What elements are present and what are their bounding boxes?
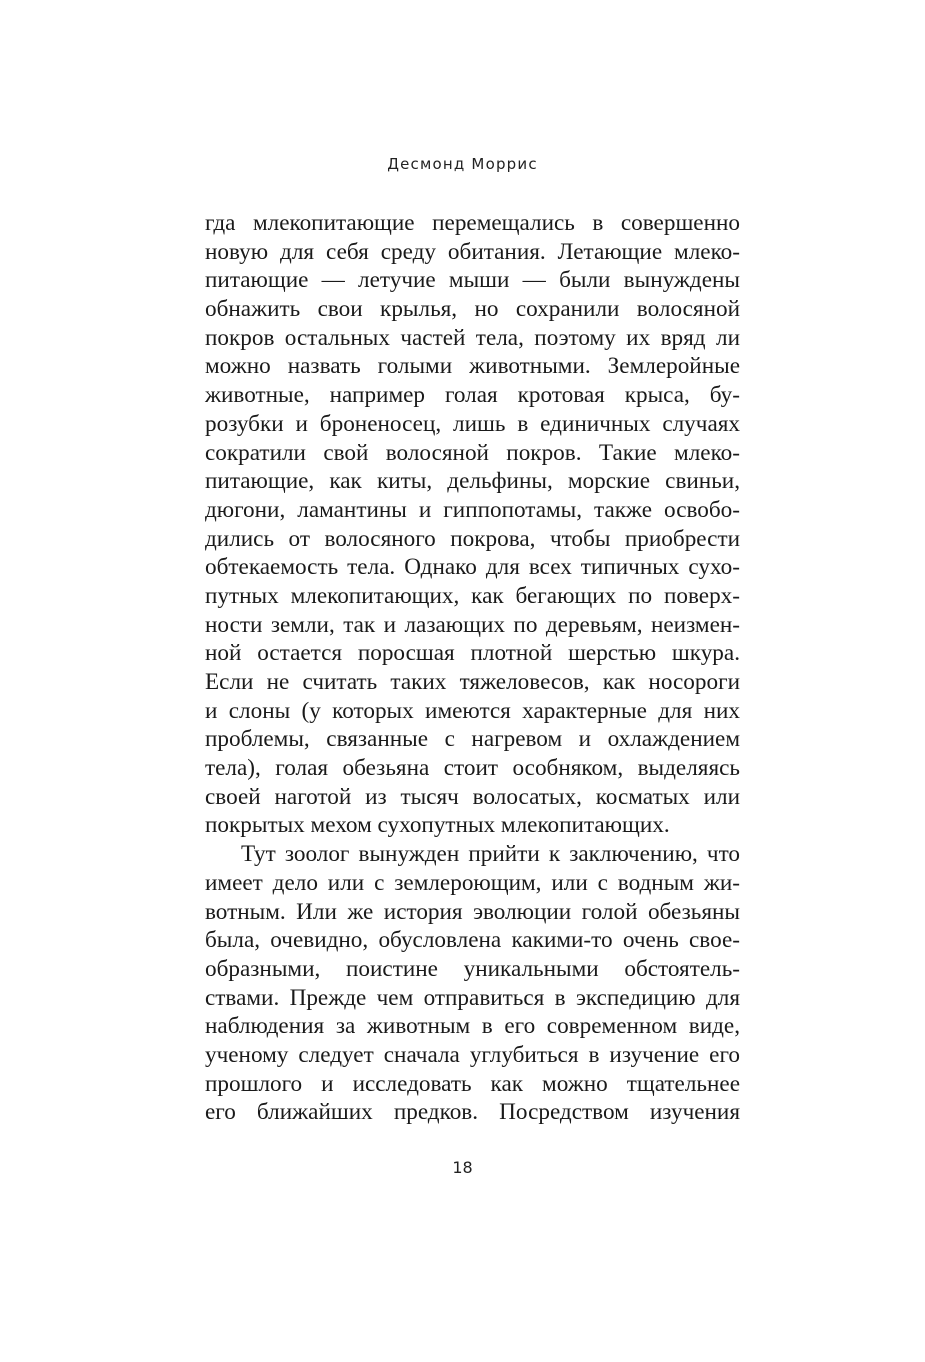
- text-line: и слоны (у которых имеются характерные для них: [205, 697, 740, 724]
- text-line: ности земли, так и лазающих по деревьям, неизмен-: [205, 611, 740, 638]
- text-line: покров остальных частей тела, поэтому их вряд ли: [205, 324, 740, 351]
- text-line: путных млекопитающих, как бегающих по поверх-: [205, 582, 740, 609]
- text-line: его ближайших предков. Посредством изучения: [205, 1099, 740, 1126]
- text-line: дюгони, ламантины и гиппопотамы, также освобо-: [205, 496, 740, 523]
- text-line: Если не считать таких тяжеловесов, как носороги: [205, 669, 740, 695]
- text-line: своей наготой из тысяч волосатых, косматых или: [205, 783, 740, 810]
- text-line: прошлого и исследовать как можно тщательнее: [205, 1070, 740, 1097]
- text-line: образными, поистине уникальными обстоятель-: [205, 955, 740, 982]
- text-line: ствами. Прежде чем отправиться в экспедицию для: [205, 984, 740, 1011]
- text-line: дились от волосяного покрова, чтобы приобрести: [205, 525, 740, 552]
- paragraph-1: [205, 209, 740, 840]
- running-head-author: Десмонд Моррис: [387, 155, 538, 173]
- text-line: обтекаемость тела. Однако для всех типичных сухо-: [205, 554, 740, 581]
- text-line: вотным. Или же история эволюции голой обезьяны: [205, 898, 740, 925]
- text-line: была, очевидно, обусловлена какими-то очень свое-: [205, 927, 740, 954]
- text-line: розубки и броненосец, лишь в единичных случаях: [205, 410, 740, 437]
- body-text: [205, 209, 740, 1127]
- text-line: можно назвать голыми животными. Землеройные: [205, 353, 740, 380]
- text-line: ной остается поросшая плотной шерстью шкура.: [205, 640, 740, 667]
- text-line: питающие — летучие мыши — были вынуждены: [205, 267, 740, 294]
- text-line: сократили свой волосяной покров. Такие млеко-: [205, 439, 740, 466]
- text-line: ученому следует сначала углубиться в изучение его: [205, 1041, 740, 1068]
- paragraph-2: [205, 840, 740, 1127]
- text-line: покрытых мехом сухопутных млекопитающих.: [205, 812, 670, 839]
- text-line: имеет дело или с землероющим, или с водным жи-: [205, 869, 740, 896]
- text-line: наблюдения за животным в его современном виде,: [205, 1013, 740, 1040]
- text-line: питающие, как киты, дельфины, морские свиньи,: [205, 468, 740, 495]
- page-number: 18: [452, 1158, 473, 1177]
- text-line: обнажить свои крылья, но сохранили волосяной: [205, 296, 740, 323]
- text-line: новую для себя среду обитания. Летающие млеко-: [205, 238, 740, 265]
- text-line: животные, например голая кротовая крыса, бу-: [205, 382, 740, 409]
- text-line: тела), голая обезьяна стоит особняком, выделяясь: [205, 755, 740, 782]
- text-line: проблемы, связанные с нагревом и охлаждением: [205, 726, 740, 753]
- text-line: гда млекопитающие перемещались в совершенно: [205, 210, 740, 236]
- text-line: Тут зоолог вынужден прийти к заключению, что: [241, 841, 740, 868]
